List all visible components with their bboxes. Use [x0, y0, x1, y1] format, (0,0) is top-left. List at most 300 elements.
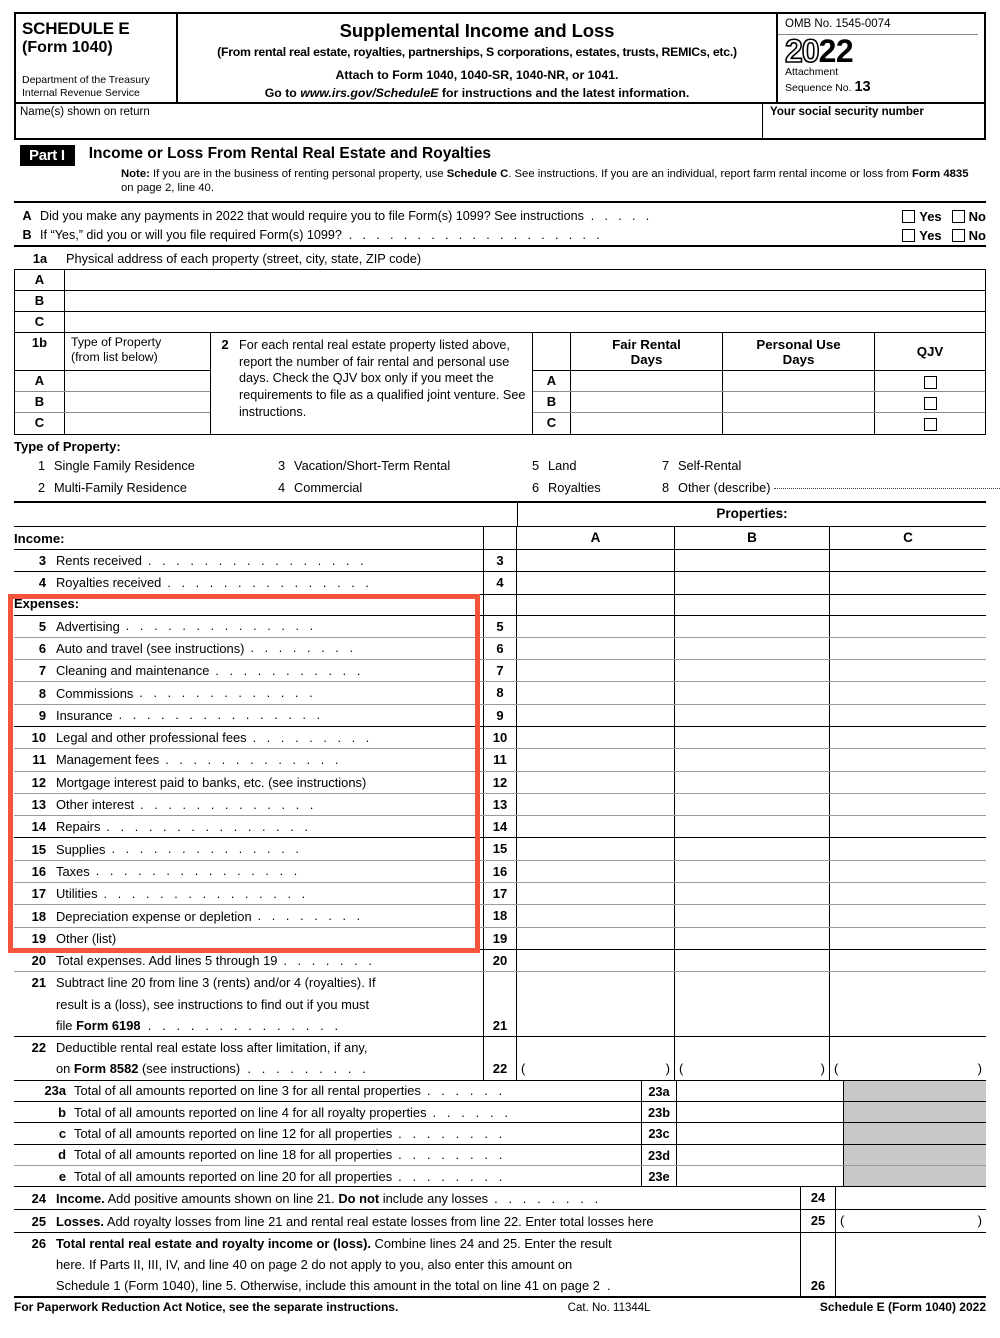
line-20-input-a[interactable]: [517, 950, 675, 971]
fair-rental-days-input-b[interactable]: [571, 392, 723, 412]
line-8-input-a[interactable]: [517, 682, 675, 703]
line-21-box-col: [483, 972, 517, 1036]
lines-23-container: [14, 1080, 986, 1186]
form-identity-block: [16, 14, 178, 102]
attachment-sequence: [785, 79, 984, 95]
qjv-cell-b: [875, 392, 985, 412]
line-7-label-cell: [14, 660, 483, 681]
line-22-parens-b: ( ): [679, 1061, 825, 1077]
line-number-col-header: [483, 527, 517, 549]
line-19-input-a[interactable]: [517, 928, 675, 949]
line-22-parens-a: ( ): [521, 1061, 670, 1077]
checkbox-icon[interactable]: [952, 210, 965, 223]
line-14-label: Repairs: [56, 819, 101, 835]
address-row-letter: A: [15, 270, 65, 290]
line-13-input-a[interactable]: [517, 794, 675, 815]
line-5-input-c[interactable]: [830, 616, 986, 637]
line-26-bold: Total rental real estate and royalty income or (loss).: [56, 1236, 371, 1252]
line-5-box-number: 5: [483, 616, 517, 637]
leader-dots: . . . . . . . . . . .: [215, 663, 364, 678]
property-type-7-label: Self-Rental: [678, 457, 742, 473]
leader-dots: . . . . . . . . . . . . . . . . . . .: [341, 228, 604, 243]
line-17-box-number: 17: [483, 883, 517, 904]
address-table: [14, 269, 986, 333]
line-26-l1-rest: Combine lines 24 and 25. Enter the result: [370, 1236, 612, 1252]
line-12-input-c[interactable]: [830, 772, 986, 793]
income-expense-table: [14, 501, 986, 1298]
line-22-input-c[interactable]: [830, 1037, 986, 1080]
line-10-input-b[interactable]: [675, 727, 830, 748]
line-24-box-number: 24: [800, 1187, 836, 1209]
line-21-input-b[interactable]: [675, 972, 830, 1036]
property-type-5: [532, 458, 576, 473]
address-input-a[interactable]: [65, 270, 985, 290]
line-23c-row: [14, 1122, 986, 1143]
line-11-input-a[interactable]: [517, 749, 675, 770]
property-type-4: [278, 480, 362, 495]
line-22-parens-c: ( ): [834, 1061, 982, 1077]
department-line-1: Department of the Treasury: [22, 74, 150, 87]
line-11-box-number: 11: [483, 749, 517, 770]
line-21-text-line2: [14, 994, 483, 1015]
line-13-input-b[interactable]: [675, 794, 830, 815]
line-25-input[interactable]: ( ): [840, 1213, 982, 1229]
leader-dots: . . . . . . . .: [398, 1147, 506, 1163]
leader-dots: . . . . . . . . . . . . . .: [140, 1017, 342, 1033]
line-5-input-a[interactable]: [517, 616, 675, 637]
line-4-box-number: 4: [483, 572, 517, 593]
paperwork-notice: For Paperwork Reduction Act Notice, see the separate instructions.: [14, 1300, 399, 1314]
line-7-input-b[interactable]: [675, 660, 830, 681]
column-a-header: A: [517, 527, 675, 549]
line-17-input-a[interactable]: [517, 883, 675, 904]
property-type-3-label: Vacation/Short-Term Rental: [294, 457, 451, 473]
property-type-1-label: Single Family Residence: [54, 457, 195, 473]
line-11-row: [14, 748, 986, 770]
leader-dots: . . . . . .: [426, 1083, 506, 1099]
line-4-row: [14, 571, 986, 593]
line-25-bold-1: Losses.: [56, 1213, 105, 1229]
line-1b-number: 1b: [15, 333, 65, 370]
type-row-letter: C: [15, 413, 65, 434]
question-a-no[interactable]: [952, 209, 986, 224]
column-b-header: B: [675, 527, 830, 549]
days-row-c: [533, 413, 985, 434]
line-3-input-c[interactable]: [830, 550, 986, 571]
line-4-input-b[interactable]: [675, 572, 830, 593]
line-24-bold-2: Do not: [338, 1190, 380, 1206]
qjv-cell-c: [875, 413, 985, 434]
note-text-3: on page 2, line 40.: [121, 182, 214, 195]
type-of-property-header-text: [65, 333, 210, 370]
line-23b-row: [14, 1101, 986, 1122]
line-6-input-b[interactable]: [675, 638, 830, 659]
line-8-label-cell: [14, 682, 483, 703]
part-one-header: [14, 145, 986, 166]
line-26-l1: [56, 1233, 800, 1254]
line-17-input-c[interactable]: [830, 883, 986, 904]
line-22-l2-post: (see instructions): [138, 1061, 241, 1077]
line-21-number: 21: [31, 975, 46, 991]
line-25-label-cell: [14, 1210, 800, 1232]
question-b-yes[interactable]: [902, 228, 941, 243]
leader-dots: . . . . . . . . . . . . .: [139, 686, 317, 701]
line-14-label-cell: [14, 816, 483, 837]
attachment-seq-label: Sequence No.: [785, 81, 852, 94]
form-number: (Form 1040): [22, 39, 113, 57]
property-type-8-label: Other (describe): [678, 479, 771, 495]
line-23c-label-cell: [14, 1123, 641, 1143]
line-24-text-1: Add positive amounts shown on line 21.: [104, 1190, 339, 1206]
question-a-text: Did you make any payments in 2022 that would require you to file Form(s) 1099? See instructions: [40, 209, 584, 224]
line-19-input-b[interactable]: [675, 928, 830, 949]
qjv-cell-a: [875, 371, 985, 391]
checkbox-icon[interactable]: [902, 210, 915, 223]
property-type-1: [38, 458, 195, 473]
leader-dots: . . . . . . . . . . . . .: [165, 752, 343, 767]
expenses-header: Expenses:: [14, 595, 80, 611]
checkbox-icon[interactable]: [952, 229, 965, 242]
property-type-5-label: Land: [548, 457, 577, 473]
omb-number: OMB No. 1545-0074: [785, 18, 891, 30]
line-4-number: 4: [38, 575, 46, 591]
line-15-number: 15: [31, 841, 46, 857]
name-field[interactable]: [16, 104, 762, 138]
line-18-input-a[interactable]: [517, 905, 675, 926]
line-23a-row: [14, 1080, 986, 1101]
address-row-c: [15, 312, 985, 333]
line-13-input-c[interactable]: [830, 794, 986, 815]
goto-suffix: for instructions and the latest information.: [438, 86, 690, 100]
line-26-number: 26: [31, 1236, 46, 1252]
line-5-row: [14, 615, 986, 637]
line-18-input-c[interactable]: [830, 905, 986, 926]
leader-dots: . . . . . . . . . . . . . . . .: [147, 553, 368, 568]
property-type-2-number: 2: [38, 479, 46, 495]
properties-header-row: [14, 503, 986, 526]
line-23a-label-cell: [14, 1081, 641, 1101]
line-9-input-b[interactable]: [675, 705, 830, 726]
line-11-label-cell: [14, 749, 483, 770]
shaded-unused-area: [844, 1166, 986, 1186]
ssn-field[interactable]: [762, 104, 984, 138]
line-20-input-b[interactable]: [675, 950, 830, 971]
line-23c-input[interactable]: [677, 1123, 844, 1143]
form-footer-id: Schedule E (Form 1040) 2022: [819, 1300, 986, 1314]
line-20-box-number: 20: [483, 950, 517, 971]
line-3-input-a[interactable]: [517, 550, 675, 571]
type-row-c: [15, 413, 210, 434]
type-row-letter: A: [15, 371, 65, 391]
question-a-yes[interactable]: [902, 209, 941, 224]
line-22-text-line2: [14, 1058, 483, 1079]
line-4-input-a[interactable]: [517, 572, 675, 593]
question-b-yes-label: Yes: [919, 227, 942, 243]
line-11-input-b[interactable]: [675, 749, 830, 770]
part-one-section: [14, 145, 986, 1298]
line-14-input-b[interactable]: [675, 816, 830, 837]
checkbox-icon[interactable]: [902, 229, 915, 242]
line-15-row: [14, 837, 986, 859]
days-table-corner: [533, 333, 571, 370]
question-b-no[interactable]: [952, 228, 986, 243]
checkbox-icon[interactable]: [924, 397, 937, 410]
days-row-letter: B: [533, 392, 571, 412]
line-26-text-line2: [14, 1254, 800, 1275]
line-4-input-c[interactable]: [830, 572, 986, 593]
personal-use-days-input-b[interactable]: [723, 392, 875, 412]
fair-rental-days-input-c[interactable]: [571, 413, 723, 434]
line-23e-input[interactable]: [677, 1166, 844, 1186]
line-11-input-c[interactable]: [830, 749, 986, 770]
line-17-number: 17: [31, 886, 46, 902]
line-23d-label: Total of all amounts reported on line 18 for all properties: [74, 1147, 393, 1163]
line-19-input-c[interactable]: [830, 928, 986, 949]
form-header: [14, 12, 986, 104]
line-10-input-c[interactable]: [830, 727, 986, 748]
line-13-row: [14, 793, 986, 815]
property-type-8-number: 8: [662, 479, 670, 495]
line-9-label: Insurance: [56, 707, 113, 723]
line-17-input-b[interactable]: [675, 883, 830, 904]
attach-instruction: Attach to Form 1040, 1040-SR, 1040-NR, or 1041.: [335, 68, 619, 82]
line-13-box-number: 13: [483, 794, 517, 815]
question-b-letter: B: [22, 228, 32, 243]
line-25-label: [56, 1214, 654, 1229]
line-17-label: Utilities: [56, 886, 98, 902]
line-13-label-cell: [14, 794, 483, 815]
part-one-badge: Part I: [20, 145, 75, 166]
line-10-row: [14, 726, 986, 748]
personal-use-days-line2: Days: [782, 352, 815, 368]
line-6-row: [14, 637, 986, 659]
line-19-number: 19: [31, 930, 46, 946]
question-b-text: If “Yes,” did you or will you file required Form(s) 1099?: [40, 228, 342, 243]
line-22-l1: Deductible rental real estate loss after limitation, if any,: [56, 1040, 368, 1056]
line-15-input-a[interactable]: [517, 838, 675, 859]
attachment-seq-number: 13: [854, 78, 871, 95]
goto-prefix: Go to: [264, 86, 301, 100]
line-2-instruction-block: [211, 333, 533, 434]
line-16-label: Taxes: [56, 863, 90, 879]
shaded-unused-area: [844, 1081, 986, 1101]
schedule-name: SCHEDULE E: [22, 19, 130, 38]
type-input-c[interactable]: [65, 413, 210, 434]
line-6-input-c[interactable]: [830, 638, 986, 659]
line-20-label-cell: [14, 950, 483, 971]
address-input-c[interactable]: [65, 312, 985, 332]
divider-above-questions: [14, 201, 986, 203]
property-type-2-label: Multi-Family Residence: [54, 479, 187, 495]
line-3-label: Rents received: [56, 553, 142, 569]
line-11-number: 11: [32, 752, 46, 768]
expenses-header-box: [483, 595, 517, 615]
line-26-input[interactable]: [836, 1233, 986, 1296]
line-14-input-a[interactable]: [517, 816, 675, 837]
line-15-input-b[interactable]: [675, 838, 830, 859]
line-15-label: Supplies: [56, 841, 106, 857]
address-row-letter: C: [15, 312, 65, 332]
line-12-input-a[interactable]: [517, 772, 675, 793]
line-24-number: 24: [31, 1190, 46, 1206]
property-type-6-number: 6: [532, 479, 540, 495]
line-5-input-b[interactable]: [675, 616, 830, 637]
line-16-input-c[interactable]: [830, 861, 986, 882]
note-text-2: . See instructions. If you are an individual, report farm rental income or loss from: [508, 168, 912, 180]
line-21-form-6198: Form 6198: [76, 1017, 141, 1033]
line-16-input-a[interactable]: [517, 861, 675, 882]
line-9-row: [14, 704, 986, 726]
line-3-box-number: 3: [483, 550, 517, 571]
line-20-input-c[interactable]: [830, 950, 986, 971]
line-6-input-a[interactable]: [517, 638, 675, 659]
line-8-input-b[interactable]: [675, 682, 830, 703]
line-8-label: Commissions: [56, 685, 134, 701]
line-22-box-col: [483, 1037, 517, 1080]
line-9-input-a[interactable]: [517, 705, 675, 726]
line-21-input-a[interactable]: [517, 972, 675, 1036]
irs-url[interactable]: www.irs.gov/ScheduleE: [300, 86, 439, 100]
line-21-input-c[interactable]: [830, 972, 986, 1036]
checkbox-icon[interactable]: [924, 376, 937, 389]
shaded-unused-area: [844, 1123, 986, 1143]
note-schedule-c: Schedule C: [446, 168, 509, 180]
type-input-b[interactable]: [65, 392, 210, 412]
line-12-row: [14, 771, 986, 793]
line-23e-row: [14, 1165, 986, 1186]
line-23e-label: Total of all amounts reported on line 20 for all properties: [74, 1168, 393, 1184]
property-type-3-number: 3: [278, 457, 286, 473]
days-row-b: [533, 392, 985, 413]
line-16-input-b[interactable]: [675, 861, 830, 882]
address-input-b[interactable]: [65, 291, 985, 311]
leader-dots: . . . . . . . . .: [240, 1061, 370, 1077]
property-type-1-number: 1: [38, 457, 46, 473]
leader-dots: . . . . . . . .: [250, 641, 357, 656]
line-4-label: Royalties received: [56, 575, 162, 591]
type-input-a[interactable]: [65, 371, 210, 391]
leader-dots: . . . . . . . . . . . . . .: [111, 842, 303, 857]
leader-dots: .: [599, 1278, 611, 1294]
line-17-row: [14, 882, 986, 904]
days-table: [533, 333, 985, 434]
name-ssn-row: [14, 104, 986, 140]
fair-rental-days-line1: Fair Rental: [612, 336, 681, 352]
line-10-input-a[interactable]: [517, 727, 675, 748]
line-22-input-a[interactable]: [517, 1037, 675, 1080]
line-26-text-line1: [14, 1233, 800, 1254]
line-12-input-b[interactable]: [675, 772, 830, 793]
leader-dots: . . . . . .: [432, 1104, 512, 1120]
type-of-property-header-line1: Type of Property: [71, 334, 162, 349]
leader-dots: . . . . . . . . . . . . . . .: [95, 864, 301, 879]
leader-dots: . . . . . . . .: [398, 1125, 506, 1141]
line-3-number: 3: [38, 553, 46, 569]
note-text-1: If you are in the business of renting personal property, use: [149, 168, 447, 180]
expenses-header-c: [830, 595, 986, 615]
line-5-number: 5: [38, 618, 46, 634]
expenses-header-row: [14, 594, 986, 615]
line-16-label-cell: [14, 861, 483, 882]
line-23e-label-cell: [14, 1166, 641, 1186]
personal-use-days-input-c[interactable]: [723, 413, 875, 434]
line-12-box-number: 12: [483, 772, 517, 793]
line-3-input-b[interactable]: [675, 550, 830, 571]
line-22-input-b[interactable]: [675, 1037, 830, 1080]
line-4-label-cell: [14, 572, 483, 593]
ssn-field-label: Your social security number: [770, 106, 924, 118]
line-18-box-number: 18: [483, 905, 517, 926]
line-8-input-c[interactable]: [830, 682, 986, 703]
line-8-number: 8: [38, 685, 46, 701]
line-1a-row: [14, 247, 986, 269]
line-23a-input[interactable]: [677, 1081, 844, 1101]
personal-use-days-input-a[interactable]: [723, 371, 875, 391]
line-20-number: 20: [31, 953, 46, 969]
line-23d-box-number: 23d: [641, 1145, 677, 1165]
line-22-form-8582: Form 8582: [73, 1061, 139, 1077]
line-26-l3-wrap: [56, 1275, 800, 1296]
line-7-input-a[interactable]: [517, 660, 675, 681]
line-18-label-cell: [14, 905, 483, 926]
line-9-input-c[interactable]: [830, 705, 986, 726]
personal-use-days-header: [723, 333, 875, 370]
line-20-label: Total expenses. Add lines 5 through 19: [56, 953, 278, 969]
line-23b-input[interactable]: [677, 1102, 844, 1122]
line-3-row: [14, 549, 986, 571]
line-15-input-c[interactable]: [830, 838, 986, 859]
leader-dots: . . . . . . . . . . . . . . .: [118, 708, 324, 723]
income-header: Income:: [14, 530, 65, 546]
qjv-header: QJV: [916, 343, 944, 359]
property-type-5-number: 5: [532, 457, 540, 473]
type-row-letter: B: [15, 392, 65, 412]
line-6-label: Auto and travel (see instructions): [56, 640, 245, 656]
line-11-label: Management fees: [56, 752, 160, 768]
line-18-input-b[interactable]: [675, 905, 830, 926]
property-type-8: [662, 480, 1000, 495]
line-24-input[interactable]: [836, 1187, 986, 1209]
type-of-property-legend-grid: [14, 456, 986, 501]
line-25-number: 25: [31, 1213, 46, 1229]
shaded-unused-area: [844, 1102, 986, 1122]
fair-rental-days-input-a[interactable]: [571, 371, 723, 391]
line-14-input-c[interactable]: [830, 816, 986, 837]
line-18-number: 18: [31, 908, 46, 924]
line-23c-box-number: 23c: [641, 1123, 677, 1143]
line-23d-input[interactable]: [677, 1145, 844, 1165]
question-a-yes-label: Yes: [919, 208, 942, 224]
checkbox-icon[interactable]: [924, 418, 937, 431]
note-label: Note:: [121, 168, 150, 180]
leader-dots: . . . . . . . . .: [252, 730, 373, 745]
line-1a-number: 1a: [32, 250, 48, 266]
column-letters-row: [14, 526, 986, 549]
address-row-b: [15, 291, 985, 312]
line-22-number: 22: [31, 1040, 46, 1056]
line-7-input-c[interactable]: [830, 660, 986, 681]
line-7-box-number: 7: [483, 660, 517, 681]
note-form-4835: Form 4835: [911, 168, 969, 180]
type-of-property-header-line2: (from list below): [71, 350, 158, 365]
line-12-label: Mortgage interest paid to banks, etc. (see instructions): [56, 774, 367, 790]
line-14-number: 14: [31, 819, 46, 835]
line-19-row: [14, 927, 986, 949]
goto-instruction: [178, 86, 776, 100]
line-23e-box-number: 23e: [641, 1166, 677, 1186]
line-1b-and-2-block: [14, 333, 986, 435]
other-describe-line[interactable]: [774, 488, 1000, 489]
